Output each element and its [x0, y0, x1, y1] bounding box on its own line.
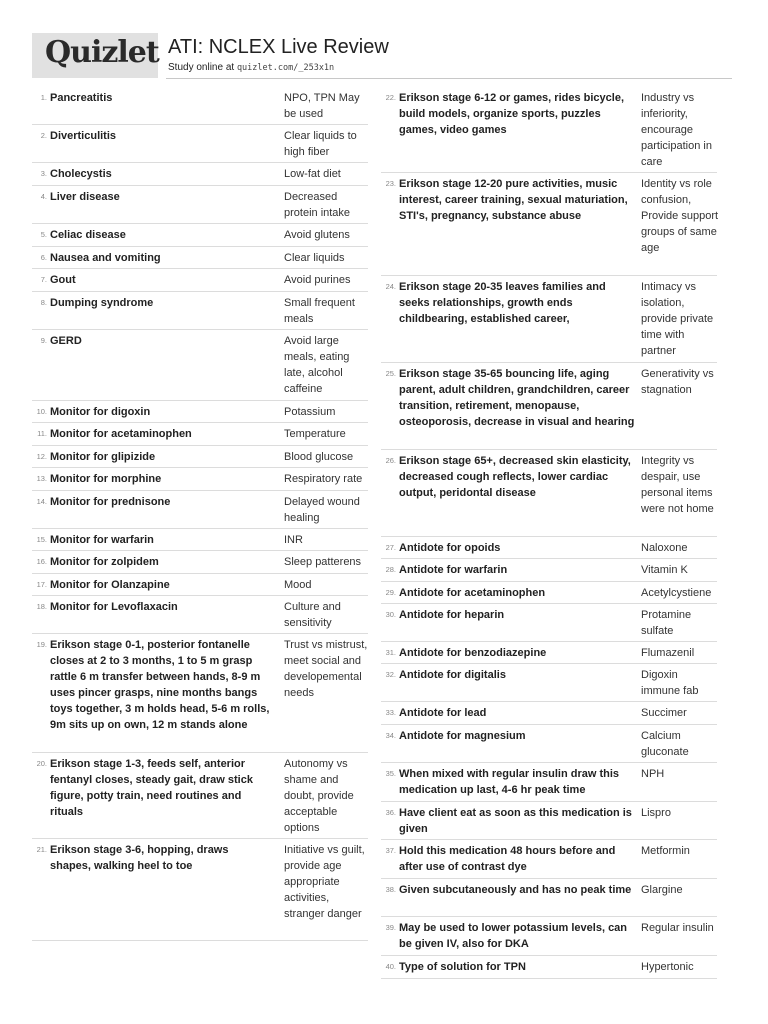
list-item — [32, 224, 368, 247]
item-term: Antidote for lead — [399, 707, 487, 719]
item-number: 39. — [385, 923, 396, 932]
list-item — [381, 763, 717, 802]
item-number: 35. — [385, 769, 396, 778]
item-number: 26. — [385, 456, 396, 465]
item-definition: Generativity vs stagnation — [641, 368, 714, 396]
item-term: Monitor for zolpidem — [50, 556, 159, 568]
list-item — [381, 917, 717, 956]
item-number: 15. — [36, 535, 47, 544]
logo-text: Quizlet — [45, 35, 159, 70]
item-term: Pancreatitis — [50, 92, 113, 104]
item-term: Monitor for digoxin — [50, 406, 151, 418]
item-definition: Vitamin K — [641, 564, 688, 576]
item-number: 33. — [385, 708, 396, 717]
list-item — [32, 163, 368, 186]
item-definition: Metformin — [641, 845, 690, 857]
item-term: Nausea and vomiting — [50, 252, 161, 264]
item-number: 10. — [36, 407, 47, 416]
item-term: Liver disease — [50, 191, 120, 203]
item-number: 11. — [37, 429, 47, 438]
list-item — [32, 446, 368, 468]
item-term: Antidote for heparin — [399, 609, 505, 621]
item-number: 29. — [385, 588, 396, 597]
item-definition: Clear liquids to high fiber — [284, 130, 357, 158]
subtitle-url[interactable]: quizlet.com/_253x1n — [236, 63, 335, 73]
item-definition: Flumazenil — [641, 647, 695, 659]
list-item — [381, 276, 717, 363]
item-definition: Regular insulin — [641, 922, 714, 934]
list-item — [32, 468, 368, 491]
item-number: 30. — [385, 610, 396, 619]
item-term: Erikson stage 20-35 leaves families and seeks relationships, growth ends childbearing, established career, — [399, 281, 606, 325]
item-term: Erikson stage 0-1, posterior fontanelle closes at 2 to 3 months, 1 to 5 m grasp rattle 6 m transfer between hands, 8-9 m uses pincer grasps, nine months bangs toys together, 3 m holds head, 5-6 m rolls, 9m sits up on own, 12 m stands alone — [50, 639, 270, 731]
item-definition: Mood — [284, 579, 312, 591]
item-term: Given subcutaneously and has no peak time — [399, 884, 632, 896]
item-definition: Culture and sensitivity — [284, 601, 341, 629]
item-number: 38. — [385, 885, 396, 894]
item-term: Hold this medication 48 hours before and after use of contrast dye — [399, 845, 616, 873]
item-definition: Decreased protein intake — [284, 191, 351, 219]
item-definition: Respiratory rate — [284, 473, 363, 485]
list-item — [381, 87, 717, 173]
item-term: Monitor for Levoflaxacin — [50, 601, 178, 613]
item-number: 34. — [385, 731, 396, 740]
item-number: 24. — [385, 282, 396, 291]
list-item — [381, 725, 717, 763]
item-number: 13. — [36, 474, 47, 483]
list-item — [32, 574, 368, 596]
item-number: 23. — [385, 179, 396, 188]
item-term: Gout — [50, 274, 76, 286]
item-term: Erikson stage 3-6, hopping, draws shapes, walking heel to toe — [50, 844, 229, 872]
item-definition: Succimer — [641, 707, 687, 719]
item-term: Monitor for Olanzapine — [50, 579, 170, 591]
item-number: 16. — [36, 557, 47, 566]
item-definition: Clear liquids — [284, 252, 345, 264]
item-number: 28. — [385, 565, 396, 574]
item-definition: Hypertonic — [641, 961, 694, 973]
item-term: Cholecystis — [50, 168, 112, 180]
item-term: Antidote for acetaminophen — [399, 587, 546, 599]
item-number: 27. — [385, 543, 396, 552]
page-subtitle — [168, 62, 334, 73]
item-term: Monitor for warfarin — [50, 534, 154, 546]
item-definition: NPH — [641, 768, 665, 780]
item-term: Erikson stage 6-12 or games, rides bicycle, build models, organize sports, puzzles games, video games — [399, 92, 624, 136]
item-definition: Avoid purines — [284, 274, 351, 286]
item-term: Erikson stage 1-3, feeds self, anterior fentanyl closes, steady gait, draw stick figure, potty train, need routines and rituals — [50, 758, 253, 818]
item-definition: Calcium gluconate — [641, 730, 689, 758]
item-number: 6. — [40, 253, 47, 262]
item-number: 1. — [40, 93, 47, 102]
list-item — [32, 401, 368, 423]
item-term: Erikson stage 65+, decreased skin elasticity, decreased cough reflects, lower cardiac output, peridontal disease — [399, 455, 631, 499]
item-number: 7. — [40, 275, 47, 284]
item-definition: Blood glucose — [284, 451, 354, 463]
item-definition: Trust vs mistrust, meet social and developemental needs — [284, 639, 368, 699]
list-item — [32, 839, 368, 941]
item-term: GERD — [50, 335, 82, 347]
item-term: Antidote for benzodiazepine — [399, 647, 547, 659]
list-item — [32, 125, 368, 163]
header-divider — [166, 78, 732, 79]
list-item — [32, 634, 368, 753]
item-definition: Initiative vs guilt, provide age appropriate activities, stranger danger — [284, 844, 365, 920]
item-definition: INR — [284, 534, 303, 546]
item-number: 22. — [385, 93, 396, 102]
item-term: Monitor for morphine — [50, 473, 162, 485]
list-item — [32, 423, 368, 446]
list-item — [381, 802, 717, 840]
item-number: 25. — [385, 369, 396, 378]
list-item — [381, 537, 717, 559]
item-number: 32. — [385, 670, 396, 679]
item-term: Antidote for opoids — [399, 542, 501, 554]
item-term: Have client eat as soon as this medication is given — [399, 807, 632, 835]
list-item — [32, 292, 368, 330]
list-item — [32, 529, 368, 551]
list-item — [32, 247, 368, 269]
item-term: Dumping syndrome — [50, 297, 154, 309]
item-definition: Potassium — [284, 406, 336, 418]
list-item — [32, 753, 368, 839]
item-number: 14. — [36, 497, 47, 506]
list-item — [381, 702, 717, 725]
right-column — [381, 87, 717, 979]
item-number: 21. — [36, 845, 47, 854]
list-item — [381, 582, 717, 604]
item-term: Monitor for glipizide — [50, 451, 156, 463]
item-definition: Intimacy vs isolation, provide private time with partner — [641, 281, 714, 357]
quizlet-logo[interactable] — [32, 33, 158, 78]
item-term: When mixed with regular insulin draw this medication up last, 4-6 hr peak time — [399, 768, 620, 796]
list-item — [381, 363, 717, 450]
item-term: Type of solution for TPN — [399, 961, 526, 973]
list-item — [381, 664, 717, 702]
list-item — [381, 879, 717, 917]
item-number: 18. — [36, 602, 47, 611]
list-item — [32, 269, 368, 292]
item-definition: Low-fat diet — [284, 168, 341, 180]
subtitle-prefix: Study online at — [168, 62, 237, 73]
item-number: 3. — [40, 169, 47, 178]
list-item — [32, 491, 368, 529]
item-term: Erikson stage 35-65 bouncing life, aging parent, adult children, grandchildren, career transition, retirement, menopause, osteoporosis, decrease in visual and hearing — [399, 368, 635, 428]
item-number: 19. — [36, 640, 47, 649]
item-definition: Industry vs inferiority, encourage participation in care — [641, 92, 712, 168]
item-term: Monitor for acetaminophen — [50, 428, 192, 440]
item-number: 20. — [36, 759, 47, 768]
item-number: 9. — [40, 336, 47, 345]
item-number: 36. — [385, 808, 396, 817]
item-definition: NPO, TPN May be used — [284, 92, 360, 120]
list-item — [32, 87, 368, 125]
item-number: 37. — [385, 846, 396, 855]
item-definition: Digoxin immune fab — [641, 669, 699, 697]
item-definition: Acetylcystiene — [641, 587, 712, 599]
item-definition: Temperature — [284, 428, 346, 440]
item-number: 12. — [36, 452, 47, 461]
item-number: 8. — [40, 298, 47, 307]
list-item — [32, 596, 368, 634]
list-item — [381, 642, 717, 664]
item-term: Monitor for prednisone — [50, 496, 171, 508]
list-item — [32, 330, 368, 401]
item-number: 31. — [385, 648, 396, 657]
list-item — [381, 956, 717, 979]
list-item — [32, 551, 368, 574]
list-item — [32, 186, 368, 224]
item-definition: Protamine sulfate — [641, 609, 692, 637]
item-number: 2. — [40, 131, 47, 140]
item-term: Celiac disease — [50, 229, 126, 241]
list-item — [381, 450, 717, 537]
item-term: Antidote for magnesium — [399, 730, 526, 742]
item-definition: Sleep patterens — [284, 556, 362, 568]
page-header — [32, 33, 732, 79]
item-number: 4. — [40, 192, 47, 201]
item-definition: Identity vs role confusion, Provide support groups of same age — [641, 178, 719, 254]
item-definition: Naloxone — [641, 542, 688, 554]
item-number: 40. — [385, 962, 396, 971]
item-definition: Glargine — [641, 884, 683, 896]
item-term: Erikson stage 12-20 pure activities, music interest, career training, sexual maturiation, STI's, pregnancy, substance abuse — [399, 178, 628, 222]
item-definition: Integrity vs despair, use personal items were not home — [641, 455, 714, 515]
list-item — [381, 173, 717, 276]
list-item — [381, 840, 717, 879]
item-term: May be used to lower potassium levels, can be given IV, also for DKA — [399, 922, 628, 950]
item-term: Diverticulitis — [50, 130, 117, 142]
item-term: Antidote for digitalis — [399, 669, 506, 681]
item-term: Antidote for warfarin — [399, 564, 508, 576]
item-definition: Lispro — [641, 807, 671, 819]
item-definition: Avoid large meals, eating late, alcohol caffeine — [284, 335, 350, 395]
item-number: 17. — [36, 580, 47, 589]
page-title: ATI: NCLEX Live Review — [168, 36, 389, 58]
item-definition: Autonomy vs shame and doubt, provide acceptable options — [284, 758, 354, 834]
item-definition: Small frequent meals — [284, 297, 355, 325]
list-item — [381, 604, 717, 642]
item-definition: Avoid glutens — [284, 229, 350, 241]
item-definition: Delayed wound healing — [284, 496, 360, 524]
list-item — [381, 559, 717, 582]
left-column — [32, 87, 368, 941]
item-number: 5. — [40, 230, 47, 239]
